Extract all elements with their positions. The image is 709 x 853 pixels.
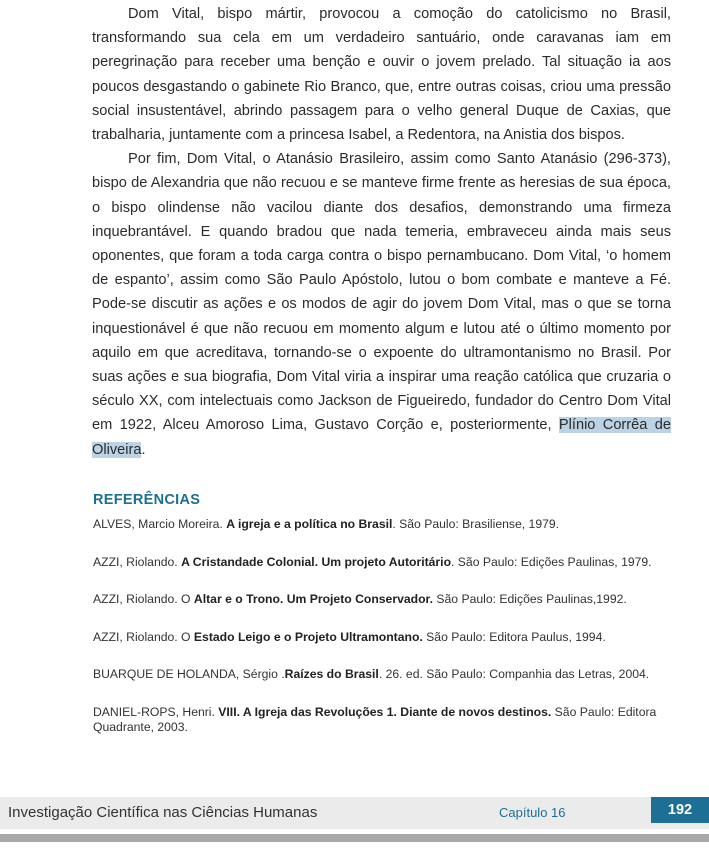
reference-author: AZZI, Riolando. O	[93, 629, 194, 644]
paragraph-2	[92, 147, 671, 462]
reference-author: AZZI, Riolando. O	[93, 592, 194, 606]
reference-publisher: São Paulo: Edições Paulinas,1992.	[432, 592, 627, 606]
footer-book-title: Investigação Científica nas Ciências Humanas	[8, 804, 318, 821]
reference-item	[93, 705, 663, 736]
paragraph-2-text: Por fim, Dom Vital, o Atanásio Brasileiro, assim como Santo Atanásio (296-373), bispo de Alexandria que não recuou e se manteve firme frente as heresias de sua época, o bispo olindense não vacilou diante dos desafios, demonstrando uma firmeza inquebrantável. E quando bradou que nada temeria, embraveceu ainda mais seus oponentes, que foram a toda carga contra o bispo pernambucano. Dom Vital, ‘o homem de espanto’, assim como São Paulo Apóstolo, lutou o bom combate e manteve a Fé. Pode-se discutir as ações e os modos de agir do jovem Dom Vital, mas o que se torna inquestionável é que não recuou em momento algum e lutou até o último momento por aquilo em que acreditava, tornando-se o expoente do ultramontanismo no Brasil. Por suas ações e sua biografia, Dom Vital viria a inspirar uma reação católica que cruzaria o século XX, com intelectuais como Jackson de Figueiredo, fundador do Centro Dom Vital em 1922, Alceu Amoroso Lima, Gustavo Corção e, posteriormente,	[92, 151, 671, 434]
reference-publisher: São Paulo: Editora Quadrante, 2003.	[93, 704, 657, 734]
page-number-badge: 192	[651, 797, 709, 823]
reference-title: VIII. A Igreja das Revoluções 1. Diante de novos destinos.	[218, 704, 552, 719]
body-text	[92, 2, 671, 462]
reference-title: A Cristandade Colonial. Um projeto Autoritário	[181, 554, 452, 569]
paragraph-1: Dom Vital, bispo mártir, provocou a comoção do catolicismo no Brasil, transformando sua cela em um verdadeiro santuário, onde caravanas iam em peregrinação para receber uma benção e ouvir o jovem prelado. Tal situação ia aos poucos desgastando o gabinete Rio Branco, que, entre outras coisas, criou uma pressão social insustentável, abrindo passagem para o velho general Duque de Caxias, que trabalharia, juntamente com a princesa Isabel, a Redentora, na Anistia dos bispos.	[92, 6, 671, 144]
reference-publisher: . São Paulo: Edições Paulinas, 1979.	[451, 554, 652, 569]
reference-publisher: . São Paulo: Brasiliense, 1979.	[392, 517, 560, 531]
reference-author: ALVES, Marcio Moreira.	[93, 517, 227, 531]
reference-publisher: São Paulo: Editora Paulus, 1994.	[422, 629, 606, 644]
reference-author: DANIEL-ROPS, Henri.	[93, 704, 219, 719]
references-list	[93, 517, 663, 758]
reference-item	[93, 630, 663, 646]
reference-publisher: . 26. ed. São Paulo: Companhia das Letras, 2004.	[378, 667, 650, 681]
paragraph-2-end: .	[141, 441, 146, 458]
reference-title: A igreja e a política no Brasil	[226, 517, 393, 531]
reference-title: Altar e o Trono. Um Projeto Conservador.	[193, 592, 433, 606]
references-heading: REFERÊNCIAS	[93, 492, 201, 508]
bottom-divider	[0, 834, 709, 842]
page-footer	[0, 797, 709, 829]
reference-item	[93, 592, 663, 608]
reference-item	[93, 667, 663, 683]
reference-title: Estado Leigo e o Projeto Ultramontano.	[193, 629, 423, 644]
reference-item	[93, 517, 663, 533]
highlighted-selection[interactable]: Plínio Corrêa de Oliveira	[92, 417, 671, 458]
footer-chapter: Capítulo 16	[499, 805, 566, 820]
reference-item	[93, 555, 663, 571]
reference-title: Raízes do Brasil	[284, 667, 379, 681]
reference-author: AZZI, Riolando.	[93, 554, 182, 569]
reference-author: BUARQUE DE HOLANDA, Sérgio .	[93, 667, 285, 681]
